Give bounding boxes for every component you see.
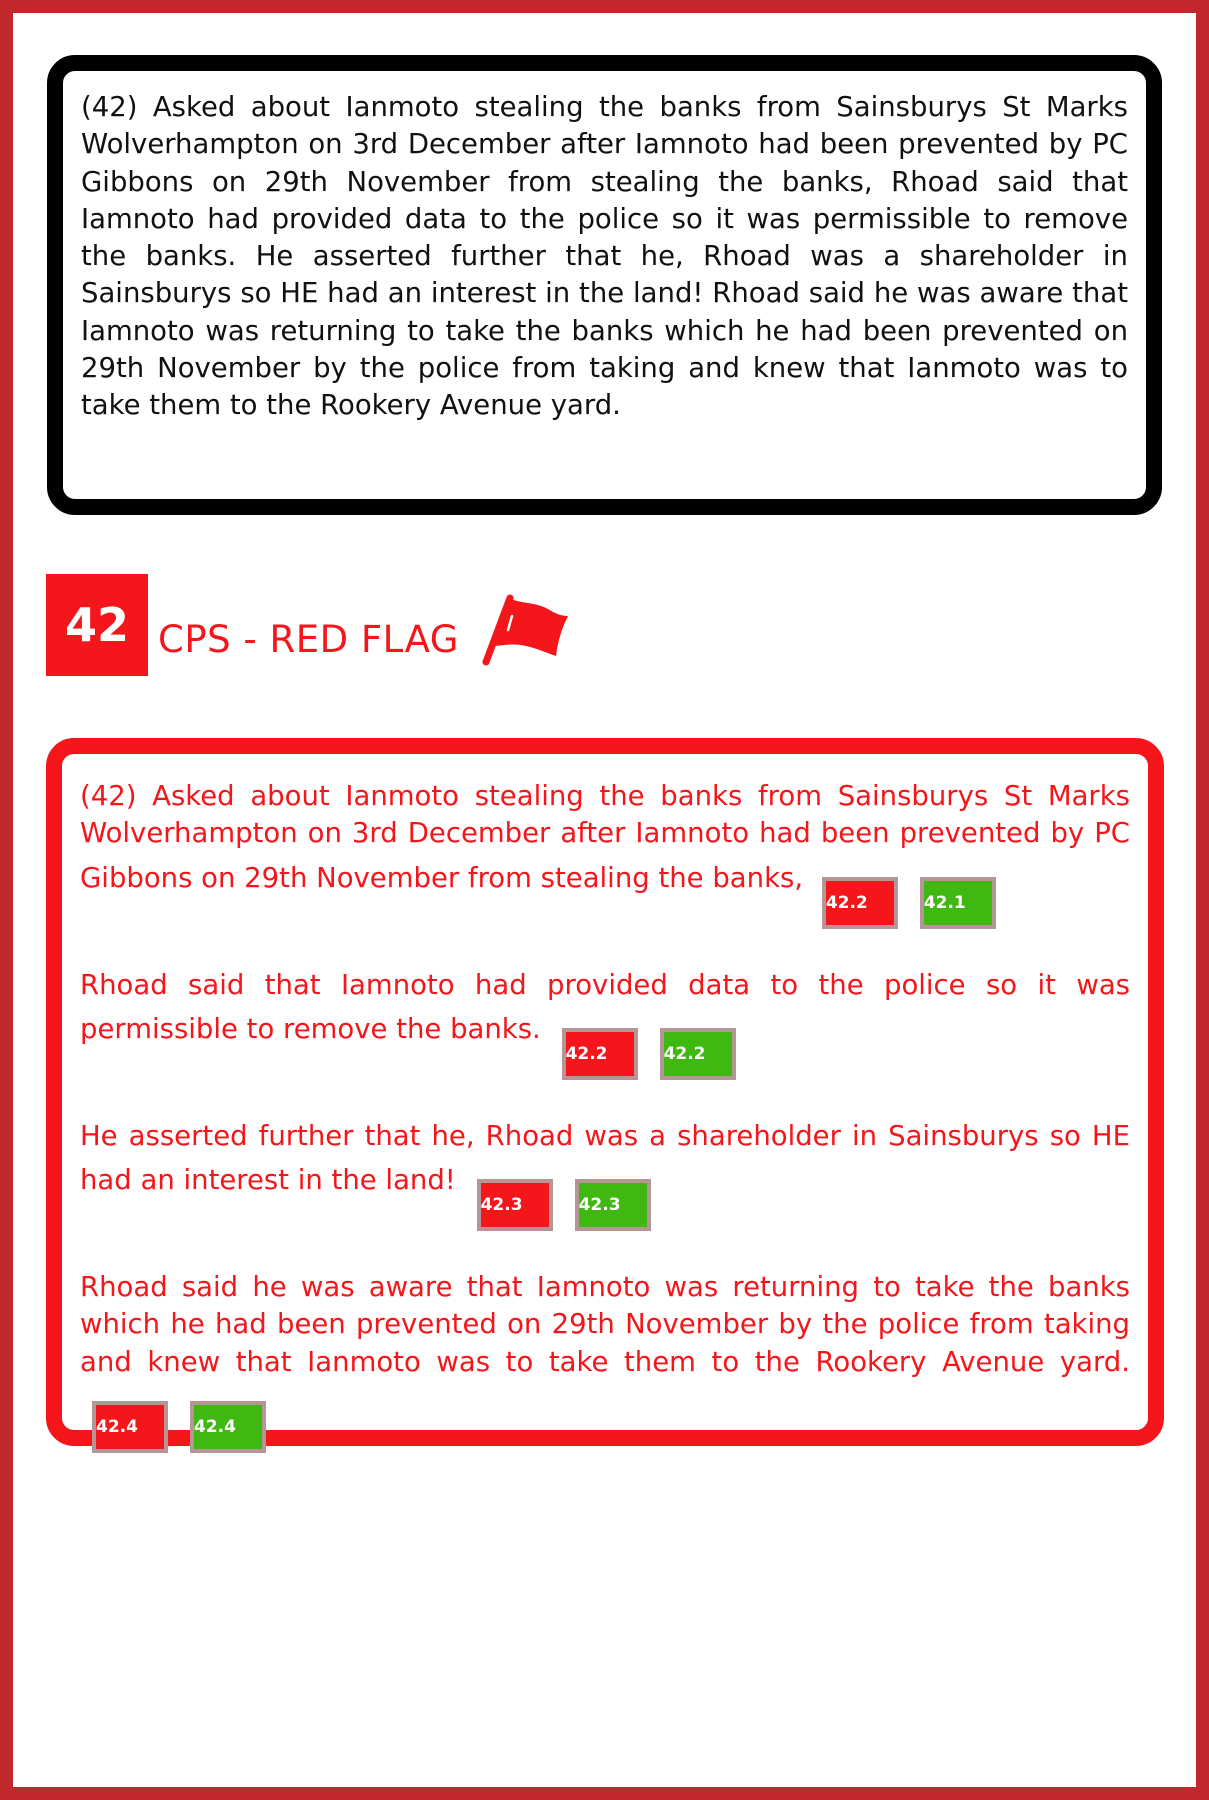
green-flag-chip[interactable]: 42.4 <box>190 1401 266 1453</box>
analysis-paragraph-2 <box>80 967 1130 1064</box>
analysis-paragraph-1 <box>80 778 1130 913</box>
red-flag-chip[interactable]: 42.3 <box>477 1179 553 1231</box>
flag-icon <box>478 592 570 666</box>
quote-box <box>47 55 1162 515</box>
green-flag-chip[interactable]: 42.3 <box>575 1179 651 1231</box>
quote-text: (42) Asked about Ianmoto stealing the banks from Sainsburys St Marks Wolverhampton on 3rd December after Iamnoto had been prevented by PC Gibbons on 29th November from stealing the banks, Rhoad said that Iamnoto had provided data to the police so it was permissible to remove the banks. He asserted further that he, Rhoad was a shareholder in Sainsburys so HE had an interest in the land! Rhoad said he was aware that Iamnoto was returning to take the banks which he had been prevented on 29th November by the police from taking and knew that Ianmoto was to take them to the Rookery Avenue yard. <box>81 91 1128 422</box>
paragraph-text: Rhoad said he was aware that Iamnoto was returning to take the banks which he had been prevented on 29th November by the police from taking and knew that Ianmoto was to take them to the Rookery Avenue yard. <box>80 1271 1130 1378</box>
analysis-box <box>46 738 1164 1446</box>
green-flag-chip[interactable]: 42.2 <box>660 1028 736 1080</box>
green-flag-chip[interactable]: 42.1 <box>920 877 996 929</box>
section-number-badge: 42 <box>46 574 148 676</box>
red-flag-chip[interactable]: 42.2 <box>822 877 898 929</box>
section-title: CPS - RED FLAG <box>158 618 459 661</box>
paragraph-text: (42) Asked about Ianmoto stealing the banks from Sainsburys St Marks Wolverhampton on 3rd December after Iamnoto had been prevented by PC Gibbons on 29th November from stealing the banks, <box>80 780 1130 894</box>
red-flag-chip[interactable]: 42.4 <box>92 1401 168 1453</box>
red-flag-chip[interactable]: 42.2 <box>562 1028 638 1080</box>
analysis-paragraph-4 <box>80 1269 1130 1438</box>
paragraph-text: He asserted further that he, Rhoad was a shareholder in Sainsburys so HE had an interest in the land! <box>80 1119 1130 1197</box>
paragraph-text: Rhoad said that Iamnoto had provided data to the police so it was permissible to remove the banks. <box>80 968 1130 1045</box>
analysis-paragraph-3 <box>80 1118 1130 1216</box>
